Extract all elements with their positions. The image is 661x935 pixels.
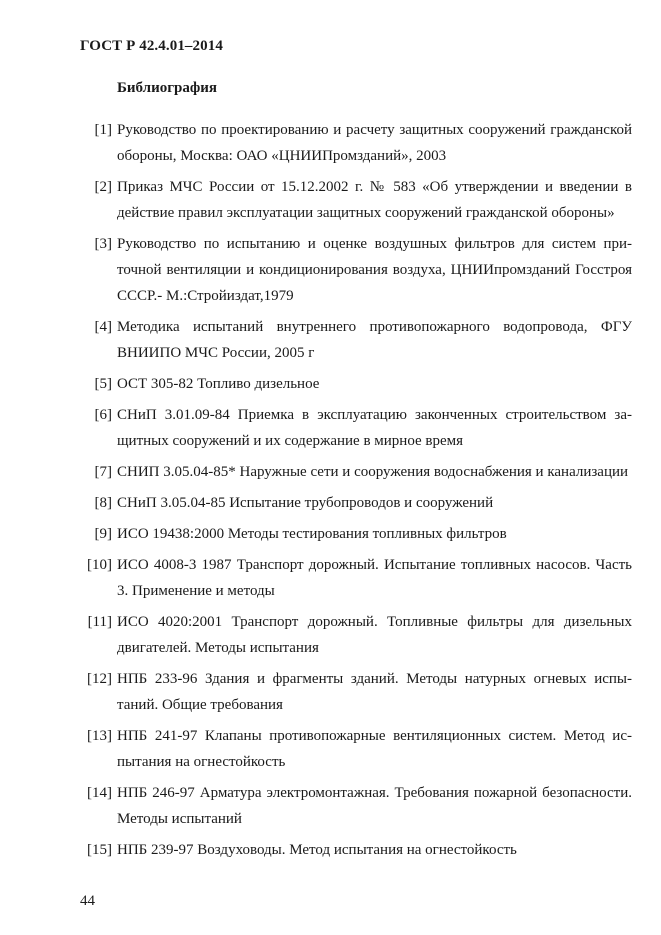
bibliography-entry	[76, 371, 632, 397]
bibliography-entry-text: Приказ МЧС России от 15.12.2002 г. № 583 «Об утверждении и введении в действие правил эксплуатации защитных сооружений гражданской обороны»	[117, 179, 632, 221]
bibliography-title: Библиография	[117, 80, 218, 96]
bibliography-entry-text: ОСТ 305-82 Топливо дизельное	[117, 376, 320, 392]
bibliography-entry-text: НПБ 241-97 Клапаны противопожарные вентиляционных систем. Метод испытания на огнестойкость	[117, 728, 632, 770]
bibliography-entry	[76, 231, 632, 309]
bibliography-entry	[76, 402, 632, 454]
bibliography-list	[76, 117, 632, 868]
page-number: 44	[80, 893, 95, 909]
bibliography-entry	[76, 780, 632, 832]
bibliography-entry-number: [10]	[87, 557, 112, 573]
bibliography-entry-text: НПБ 233-96 Здания и фрагменты зданий. Методы натурных огневых испытаний. Общие требования	[117, 671, 632, 713]
bibliography-entry-number: [13]	[87, 728, 112, 744]
bibliography-entry-number: [9]	[94, 526, 112, 542]
bibliography-entry-text: ИСО 4020:2001 Транспорт дорожный. Топливные фильтры для дизельных двигателей. Методы испытания	[117, 614, 632, 656]
bibliography-entry	[76, 609, 632, 661]
bibliography-entry-text: СНиП 3.05.04-85 Испытание трубопроводов и сооружений	[117, 495, 494, 511]
bibliography-entry-number: [5]	[94, 376, 112, 392]
bibliography-entry-text: ИСО 4008-3 1987 Транспорт дорожный. Испытание топливных насосов. Часть 3. Применение и методы	[117, 557, 632, 599]
bibliography-entry	[76, 552, 632, 604]
bibliography-entry-number: [1]	[94, 122, 112, 138]
document-header: ГОСТ Р 42.4.01–2014	[80, 38, 223, 54]
bibliography-entry-number: [3]	[94, 236, 112, 252]
bibliography-entry-text: ИСО 19438:2000 Методы тестирования топливных фильтров	[117, 526, 507, 542]
bibliography-entry-text: НПБ 239-97 Воздуховоды. Метод испытания на огнестойкость	[117, 842, 517, 858]
bibliography-entry-text: Руководство по испытанию и оценке воздушных фильтров для систем приточной вентиляции и кондиционирования воздуха, ЦНИИпромзданий Госстроя СССР.- М.:Стройиздат,1979	[117, 236, 632, 304]
bibliography-entry	[76, 314, 632, 366]
bibliography-entry-text: Руководство по проектированию и расчету защитных сооружений гражданской обороны, Москва: ОАО «ЦНИИПромзданий», 2003	[117, 122, 632, 164]
bibliography-entry-number: [14]	[87, 785, 112, 801]
bibliography-entry	[76, 723, 632, 775]
bibliography-entry-number: [11]	[87, 614, 112, 630]
bibliography-entry-number: [4]	[94, 319, 112, 335]
bibliography-entry	[76, 490, 632, 516]
bibliography-entry	[76, 837, 632, 863]
bibliography-entry-text: СНиП 3.01.09-84 Приемка в эксплуатацию законченных строительством защитных сооружений и их содержание в мирное время	[117, 407, 632, 449]
bibliography-entry	[76, 666, 632, 718]
bibliography-entry	[76, 174, 632, 226]
bibliography-entry-number: [15]	[87, 842, 112, 858]
bibliography-entry	[76, 117, 632, 169]
bibliography-entry-number: [12]	[87, 671, 112, 687]
bibliography-entry	[76, 521, 632, 547]
bibliography-entry-text: Методика испытаний внутреннего противопожарного водопровода, ФГУ ВНИИПО МЧС России, 2005 г	[117, 319, 632, 361]
bibliography-entry	[76, 459, 632, 485]
bibliography-entry-number: [7]	[94, 464, 112, 480]
bibliography-entry-text: СНИП 3.05.04-85* Наружные сети и сооружения водоснабжения и канализации	[117, 464, 629, 480]
bibliography-entry-number: [2]	[94, 179, 112, 195]
bibliography-entry-number: [8]	[94, 495, 112, 511]
bibliography-entry-text: НПБ 246-97 Арматура электромонтажная. Требования пожарной безопасности. Методы испытаний	[117, 785, 632, 827]
bibliography-entry-number: [6]	[94, 407, 112, 423]
